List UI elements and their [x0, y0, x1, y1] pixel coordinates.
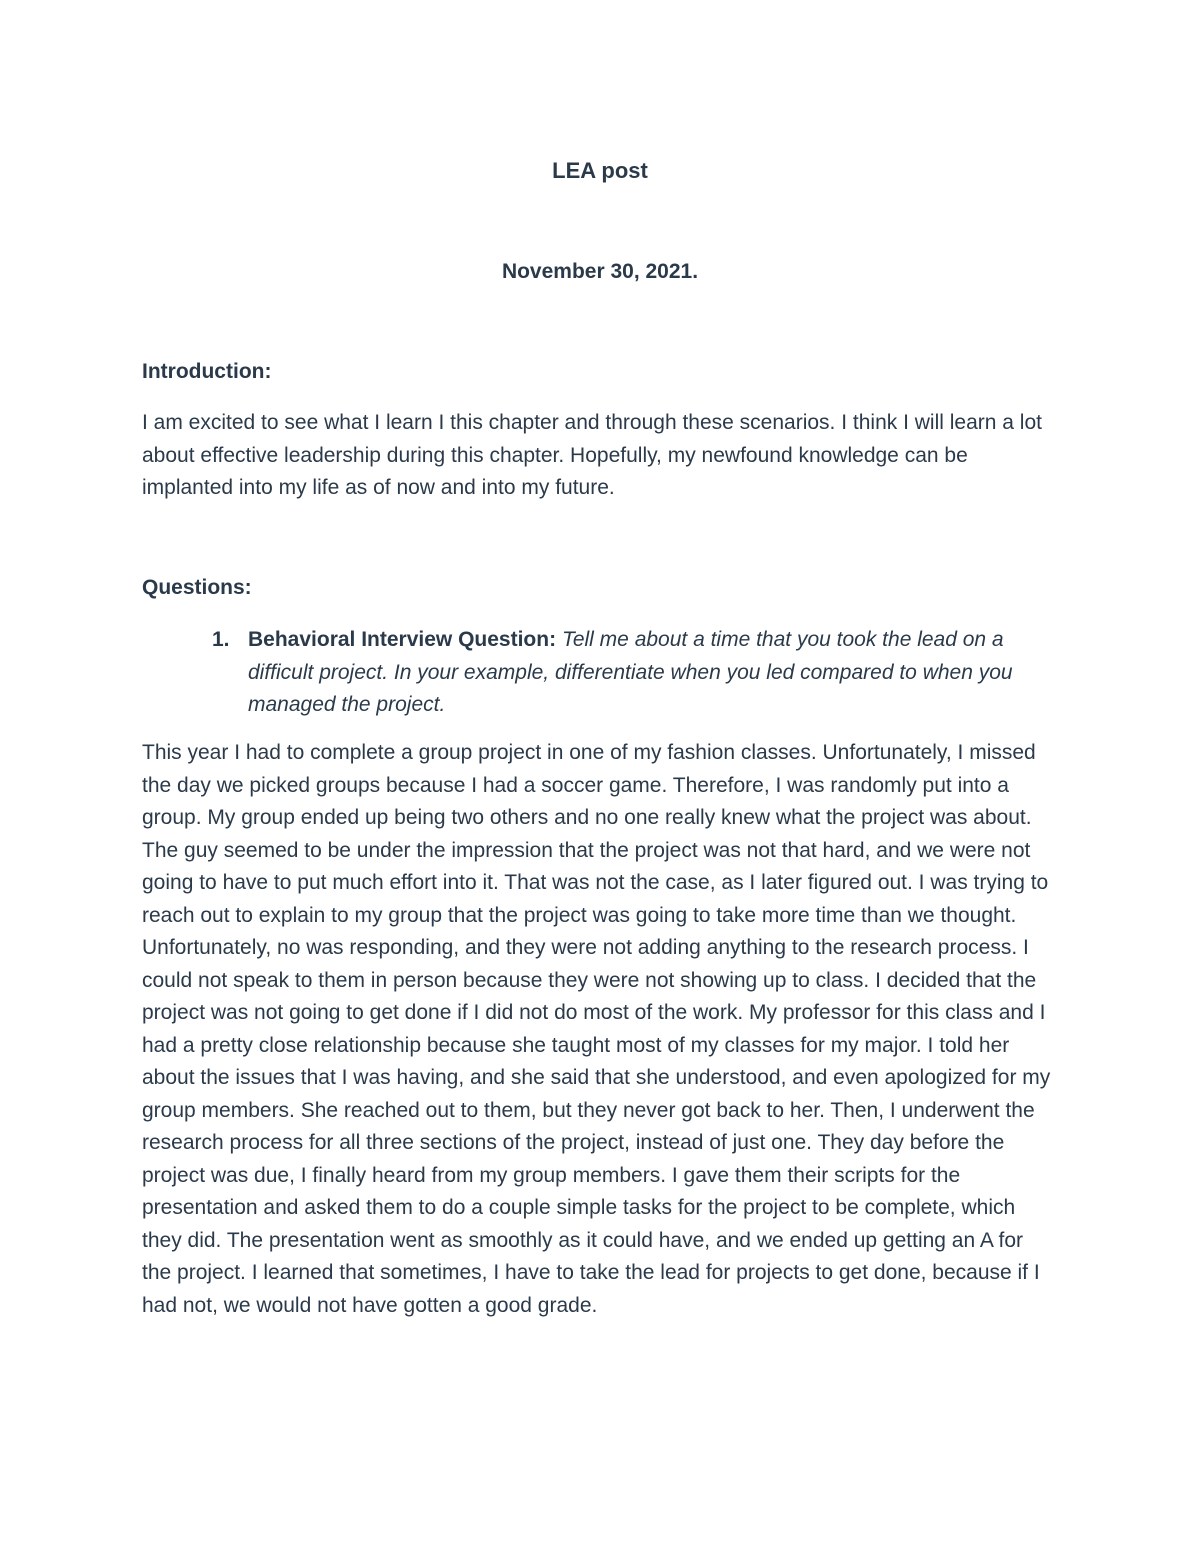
question-item: [212, 624, 1052, 722]
document-title: LEA post: [552, 158, 648, 183]
question-label: Behavioral Interview Question:: [248, 628, 557, 651]
question-number: 1.: [212, 628, 230, 651]
introduction-heading: Introduction:: [142, 360, 272, 383]
question-body: [248, 624, 1052, 722]
introduction-text: I am excited to see what I learn I this chapter and through these scenarios. I think I will learn a lot about effective leadership during this chapter. Hopefully, my newfound knowledge can be implanted into my life as of now and into my future.: [142, 411, 1042, 499]
questions-heading: Questions:: [142, 576, 252, 599]
answer-text: This year I had to complete a group project in one of my fashion classes. Unfortunately, I missed the day we picked groups because I had a soccer game. Therefore, I was randomly put into a group. My group ended up being two others and no one really knew what the project was about. The guy seemed to be under the impression that the project was not that hard, and we were not going to have to put much effort into it. That was not the case, as I later figured out. I was trying to reach out to explain to my group that the project was going to take more time than we thought. Unfortunately, no was responding, and they were not adding anything to the research process. I could not speak to them in person because they were not showing up to class. I decided that the project was not going to get done if I did not do most of the work. My professor for this class and I had a pretty close relationship because she taught most of my classes for my major. I told her about the issues that I was having, and she said that she understood, and even apologized for my group members. She reached out to them, but they never got back to her. Then, I underwent the research process for all three sections of the project, instead of just one. They day before the project was due, I finally heard from my group members. I gave them their scripts for the presentation and asked them to do a couple simple tasks for the project to be complete, which they did. The presentation went as smoothly as it could have, and we ended up getting an A for the project. I learned that sometimes, I have to take the lead for projects to get done, because if I had not, we would not have gotten a good grade.: [142, 741, 1051, 1317]
document-date: November 30, 2021.: [501, 260, 699, 283]
question-text: Tell me about a time that you took the lead on a difficult project. In your example, differentiate when you led compared to when you managed the project.: [248, 628, 1013, 716]
